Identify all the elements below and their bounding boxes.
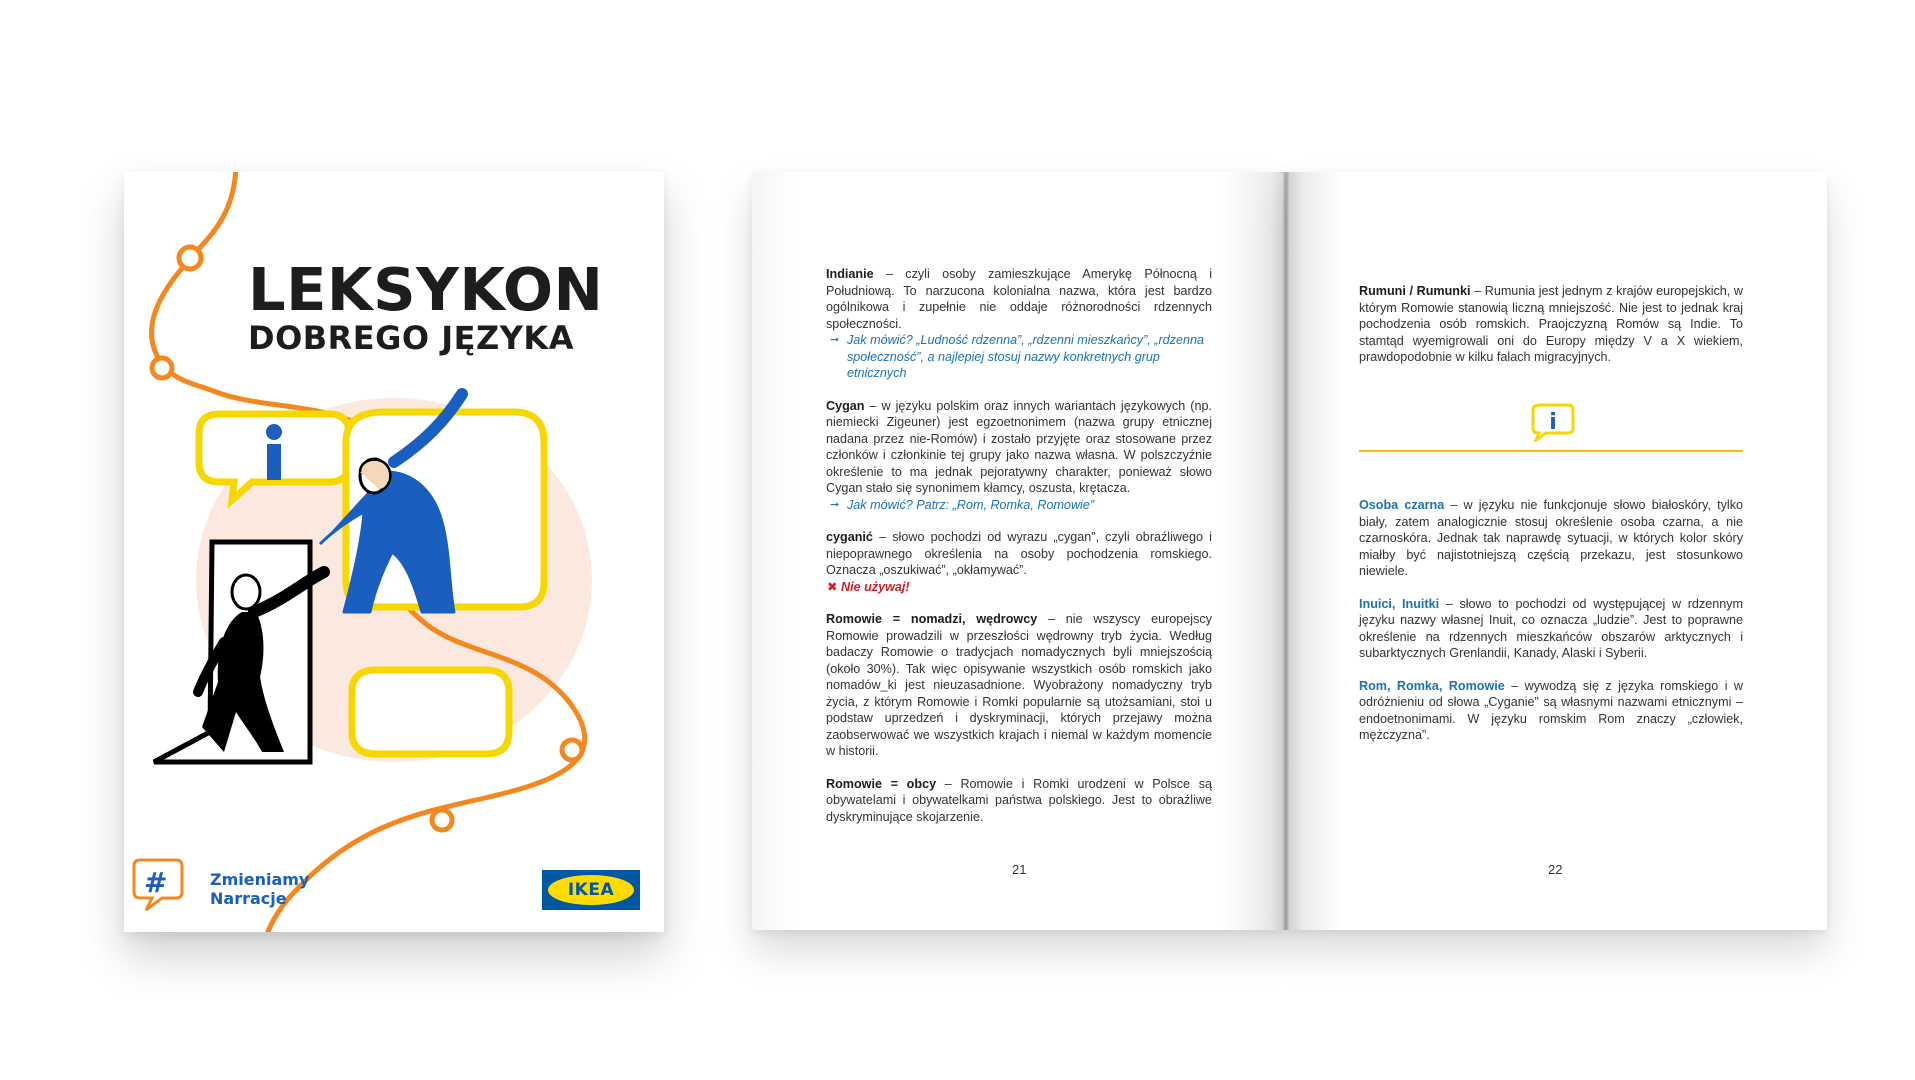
info-i-stem — [267, 444, 281, 480]
warning-text: Nie używaj! — [841, 579, 910, 594]
right-page-entries — [1359, 497, 1743, 760]
entry-text: – wywodzą się z języka romskiego i w odróżnieniu od słowa „Cyganie” są własnymi nazwami etnicznymi – endoetnonimami. W języku romskim Rom znaczy „człowiek, mężczyzna”. — [1359, 678, 1744, 742]
route-node-4 — [432, 810, 452, 830]
entry-hint — [826, 497, 1212, 514]
info-bubble-icon — [1530, 402, 1576, 442]
empty-bubble — [352, 670, 509, 754]
entry-romowie-nomadzi — [826, 611, 1212, 760]
hashtag-symbol: # — [144, 866, 168, 899]
route-node-2 — [152, 358, 172, 378]
entry-text: – w języku polskim oraz innych wariantach językowych (np. niemiecki Zigeuner) jest egzoetnonimem (nazwa grupy etnicznej nadana przez nie-Romów) i zostało przyjęte oraz stosowane przez członków i członkinie tej grupy jako nazwa własna. W polszczyźnie określenie to ma jednak pejoratywny charakter, ponieważ słowo Cygan stało się synonimem kłamcy, oszusta, krętacza. — [826, 398, 1212, 495]
route-node-1 — [179, 247, 201, 269]
entry-text: – Romowie i Romki urodzeni w Polsce są obywatelami i obywatelkami państwa polskiego. Jest to obraźliwe dyskryminujące skojarzenie. — [826, 776, 1212, 824]
booklet-cover — [124, 172, 664, 932]
left-page-entries — [826, 266, 1212, 841]
entry-term: Romowie = nomadzi, wędrowcy — [826, 612, 1038, 626]
page-number-right: 22 — [1548, 862, 1563, 877]
brand-line-2: Narracje — [210, 889, 287, 908]
hint-text: Jak mówić? Patrz: „Rom, Romka, Romowie” — [847, 497, 1095, 512]
entry-term: Romowie = obcy — [826, 776, 937, 791]
entry-rumuni — [1359, 283, 1743, 366]
entry-term: Rumuni / Rumunki — [1359, 284, 1471, 298]
entry-cyganic — [826, 529, 1212, 595]
route-node-3 — [562, 740, 582, 760]
entry-term: Rom, Romka, Romowie — [1359, 678, 1505, 693]
info-letter: i — [1549, 410, 1557, 435]
entry-text: – słowo pochodzi od wyrazu „cygan”, czyli obraźliwego i niepoprawnego określenia na osoby pochodzenia romskiego. Oznacza „oszukiwać”, „okłamywać”. — [826, 530, 1212, 577]
hint-text: Jak mówić? „Ludność rdzenna”, „rdzenni mieszkańcy”, „rdzenna społeczność”, a najlepiej stosuj nazwy konkretnych grup etnicznych — [847, 333, 1204, 380]
entry-text: – nie wszyscy europejscy Romowie prowadzili w przeszłości wędrowny tryb życia. Według badaczy Romowie o tradycjach nomadycznych byli mniejszością (około 30%). Tak więc opisywanie wszystkich osób romskich jako nomadów_ki jest nieuzasadnione. Wyobrażony nomadyczny tryb życia, z którym Romowie i Romki popularnie są utożsamiani, stoi u podstaw uprzedzeń i dyskryminacji, których przejawy można zaobserwować we wszystkich krajach i niemal w każdym momencie w historii. — [826, 612, 1212, 758]
brand-line-1: Zmieniamy — [210, 870, 310, 889]
section-divider — [1359, 450, 1743, 452]
info-i-dot — [266, 424, 282, 440]
entry-romowie-obcy — [826, 776, 1212, 826]
ikea-logo-text: IKEA — [567, 880, 615, 900]
entry-rom-romka — [1359, 678, 1743, 744]
entry-text: – czyli osoby zamieszkujące Amerykę Północną i Południową. To narzucona kolonialna nazwa, która jest bardzo ogólnikowa i zupełnie nie oddaje różnorodności rdzennych społeczności. — [826, 267, 1212, 331]
arrow-right-icon: ➞ — [830, 498, 840, 511]
entry-cygan — [826, 398, 1212, 514]
entry-term: Indianie — [826, 267, 874, 281]
ikea-logo-oval — [548, 875, 634, 905]
cross-icon: ✖ — [827, 579, 838, 594]
cover-title: LEKSYKON — [248, 255, 604, 324]
entry-indianie — [826, 266, 1212, 382]
book-gutter — [1283, 172, 1289, 930]
right-page-top-entry — [1359, 283, 1743, 382]
entry-term: Osoba czarna — [1359, 498, 1445, 512]
cover-subtitle: DOBREGO JĘZYKA — [248, 319, 574, 357]
entry-term: Inuici, Inuitki — [1359, 596, 1440, 611]
page-number-left: 21 — [1012, 862, 1027, 877]
entry-text: – Rumunia jest jednym z krajów europejskich, w którym Romowie stanowią liczną mniejszość. Nie jest to jednak kraj pochodzenia osób romskich. Praojczyzną Romów są Indie. To stamtąd wyemigrowali oni do Europy między V a X wiekiem, prawdopodobnie w kilku falach migracyjnych. — [1359, 284, 1743, 364]
entry-term: cyganić — [826, 530, 873, 544]
entry-text: – w języku nie funkcjonuje słowo białoskóry, tylko biały, zatem analogicznie stosuj określenie osoba czarna, a nie czarnoskóra. Jednak tak naprawdę sytuacji, w których kolor skóry miałby być najistotniejszą częścią przekazu, jest stosunkowo niewiele. — [1359, 498, 1743, 578]
ikea-logo — [542, 870, 640, 910]
brand-zmieniamy-narracje — [210, 870, 309, 908]
arrow-right-icon: ➞ — [830, 334, 840, 346]
entry-warning — [826, 579, 1212, 596]
entry-term: Cygan — [826, 398, 865, 413]
entry-hint — [826, 332, 1212, 382]
entry-text: – słowo to pochodzi od występującej w rdzennym języku nazwy własnej Inuit, co oznacza „ludzie”. Jest to poprawne określenie na rdzennych mieszkańców obszarów arktycznych i subarktycznych Grenlandii, Kanady, Alaski i Syberii. — [1359, 596, 1743, 660]
entry-osoba-czarna — [1359, 497, 1743, 580]
entry-inuici — [1359, 596, 1743, 662]
